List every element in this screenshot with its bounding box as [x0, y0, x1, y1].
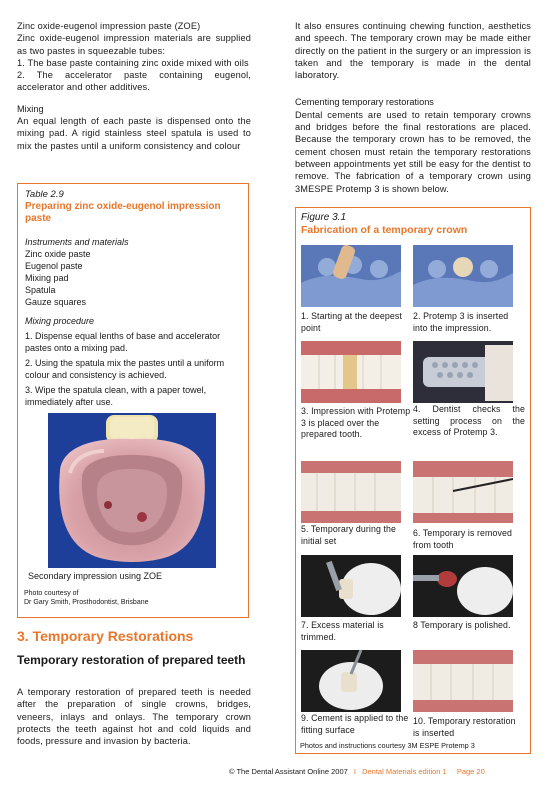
- instrument-item: Eugenol paste: [25, 261, 83, 271]
- intro-text: It also ensures continuing chewing function, aesthetics and speech. The temporary crown may be made either directly on the patient in the surgery or an impression is taken and the temporary is made in the dental laboratory.: [295, 21, 531, 81]
- procedure-step: 3. Wipe the spatula clean, with a paper towel, immediately after use.: [25, 385, 207, 407]
- section-heading: 3. Temporary Restorations: [17, 628, 194, 644]
- footer-copyright: © The Dental Assistant Online 2007: [229, 767, 348, 776]
- instrument-item: Mixing pad: [25, 273, 69, 283]
- zoe-item-2: 2. The accelerator paste containing eugenol, accelerator and other additives.: [17, 70, 251, 93]
- photo-credit-line-1: Photo courtesy of: [24, 590, 79, 597]
- step-1-caption: 1. Starting at the deepest point: [301, 311, 402, 333]
- step-5-caption: 5. Temporary during the initial set: [301, 524, 397, 546]
- step-10-photo: [413, 650, 513, 712]
- step-1-photo: [301, 245, 401, 307]
- step-7-photo: [301, 555, 401, 617]
- page-footer: [229, 767, 485, 776]
- table-box: [17, 183, 249, 618]
- instrument-item: Zinc oxide paste: [25, 249, 91, 259]
- figure-credit: Photos and instructions courtesy 3M ESPE Protemp 3: [300, 741, 475, 750]
- instrument-item: Gauze squares: [25, 297, 87, 307]
- step-2-photo: [413, 245, 513, 307]
- mixing-heading: Mixing: [17, 103, 44, 114]
- step-7-caption: 7. Excess material is trimmed.: [301, 620, 384, 642]
- step-8-caption: 8 Temporary is polished.: [413, 620, 511, 630]
- step-6-caption: 6. Temporary is removed from tooth: [413, 528, 512, 550]
- footer-edition: Dental Materials edition 1: [362, 767, 447, 776]
- zoe-item-1: 1. The base paste containing zinc oxide mixed with oils: [17, 57, 249, 68]
- step-3-photo: [301, 341, 401, 403]
- step-6-photo: [413, 461, 513, 523]
- cementing-text: Dental cements are used to retain temporary crowns and bridges before the final restorations are placed. Because the temporary crown has to be removed, the cement chosen must retain the temporary restorations between appointments yet still be easy for the dentist to remove. The fabrication of a temporary crown using 3MESPE Protemp 3 is shown below.: [295, 109, 531, 194]
- table-label: Table 2.9: [25, 189, 64, 200]
- footer-page-number: Page 20: [456, 767, 485, 776]
- table-title: Preparing zinc oxide-eugenol impression paste: [25, 201, 221, 224]
- zoe-image-caption: Secondary impression using ZOE: [28, 571, 163, 581]
- zoe-section: [17, 20, 251, 152]
- step-8-photo: [413, 555, 513, 617]
- step-3-caption: 3. Impression with Protemp 3 is placed over the prepared tooth.: [301, 406, 411, 439]
- zoe-heading: Zinc oxide-eugenol impression paste (ZOE): [17, 21, 201, 31]
- step-9-photo: [301, 650, 401, 712]
- photo-credit-line-2: Dr Gary Smith, Prosthodontist, Brisbane: [24, 599, 149, 606]
- footer-separator: I: [353, 767, 356, 776]
- step-2-caption: 2. Protemp 3 is inserted into the impression.: [413, 311, 509, 333]
- section-text-block: [17, 686, 251, 747]
- section-subheading: Temporary restoration of prepared teeth: [17, 653, 246, 667]
- step-4-photo: [413, 341, 513, 403]
- step-10-caption: 10. Temporary restoration is inserted: [413, 716, 516, 738]
- figure-title: Fabrication of a temporary crown: [301, 224, 468, 236]
- step-9-caption: 9. Cement is applied to the fitting surface: [301, 713, 409, 735]
- procedure-heading: Mixing procedure: [25, 316, 95, 326]
- cementing-heading: Cementing temporary restorations: [295, 97, 434, 108]
- right-text-section: [295, 20, 531, 195]
- section-text: A temporary restoration of prepared teeth is needed after the preparation of single crowns, bridges, veneers, inlays and onlays. The temporary crown protects the teeth against hot and cold liquids and foods, pressure and invasion by bacteria.: [17, 687, 251, 747]
- instrument-item: Spatula: [25, 285, 56, 295]
- procedure-step: 2. Using the spatula mix the pastes until a uniform colour and consistency is achieved.: [25, 358, 225, 380]
- figure-label: Figure 3.1: [301, 212, 347, 223]
- step-5-photo: [301, 461, 401, 523]
- step-4-caption: 4. Dentist checks the setting process on the excess of Protemp 3.: [413, 404, 525, 437]
- instruments-heading: Instruments and materials: [25, 237, 129, 247]
- zoe-impression-photo: [48, 413, 216, 568]
- procedure-step: 1. Dispense equal lenths of base and accelerator pastes onto a mixing pad.: [25, 331, 221, 353]
- zoe-text: Zinc oxide-eugenol impression materials are supplied as two pastes in squeezable tubes:: [17, 33, 251, 56]
- mixing-text: An equal length of each paste is dispensed onto the mixing pad. A rigid stainless steel spatula is used to mix the pastes until a uniform consistency and colour: [17, 116, 251, 151]
